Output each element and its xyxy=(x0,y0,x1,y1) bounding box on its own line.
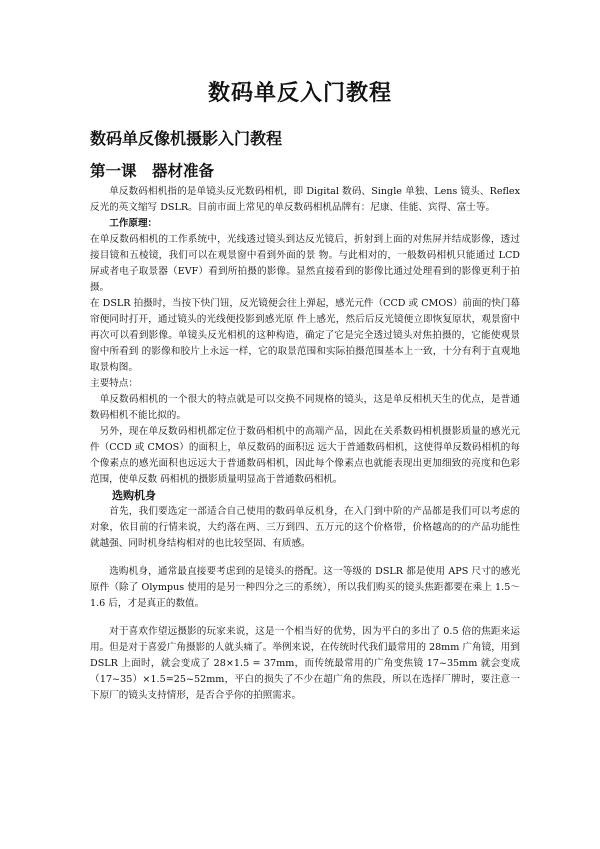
features-label: 主要特点： xyxy=(90,378,138,389)
document-title: 数码单反入门教程 xyxy=(207,81,392,106)
principle-paragraph-1: 在单反数码相机的工作系统中，光线透过镜头到达反光镜后，折射到上面的对焦屏并结成影像，透过接目镜和五棱镜，我们可以在观景窗中看到外面的景 物。与此相对的，一般数码相机只能通过 LCD 屏或者电子取景器（EVF）看到所拍摄的影像。显然直接看到的影像比通过处理看到的影像更利于拍摄。 xyxy=(90,234,520,293)
document-subtitle: 数码单反像机摄影入门教程 xyxy=(90,129,283,148)
buy-body-paragraph-3: 对于喜欢作望远摄影的玩家来说，这是一个相当好的优势，因为平白的多出了 0.5 倍的焦距来运用。但是对于喜爱广角摄影的人就头痛了。举例来说，在传统时代我们最常用的 28mm 广角镜，用到 DSLR 上面时，就会变成了 28×1.5 = 37mm，而传统最常用的广角变焦镜 17~35mm 就会变成（17~35）×1.5=25~52mm，平白的损失了不少在超广角的焦段，所以在选择厂牌时，要注意一下原厂的镜头支持情形，是否合乎你的拍照需求。 xyxy=(90,626,520,701)
principle-paragraph-2: 在 DSLR 拍摄时，当按下快门钮，反光镜便会往上弹起，感光元件（CCD 或 CMOS）前面的快门幕帘便同时打开，通过镜头的光线便投影到感光原 件上感光，然后后反光镜便立即恢复原状，观景窗中再次可以看到影像。单镜头反光相机的这种构造，确定了它是完全透过镜头对焦拍摄的，它能使观景窗中所看到 的影像和胶片上永远一样，它的取景范围和实际拍摄范围基本上一致，十分有利于直观地取景构图。 xyxy=(90,298,520,373)
features-paragraph-2: 另外，现在单反数码相机都定位于数码相机中的高端产品，因此在关系数码相机摄影质量的感光元件（CCD 或 CMOS）的面积上，单反数码的面积远 远大于普通数码相机，这使得单反数码相机的每个像素点的感光面积也远远大于普通数码相机，因此每个像素点也就能表现出更加细致的亮度和色彩范围，使单反数 码相机的摄影质量明显高于普通数码相机。 xyxy=(90,426,520,485)
intro-paragraph: 单反数码相机指的是单镜头反光数码相机，即 Digital 数码、Single 单独、Lens 镜头、Reflex 反光的英文缩写 DSLR。目前市面上常见的单反数码相机品牌有：尼康、佳能、宾得、富士等。 xyxy=(90,186,520,213)
lesson-title: 第一课 器材准备 xyxy=(90,162,215,180)
section-heading-buy-body: 选购机身 xyxy=(112,489,156,502)
buy-body-paragraph-2: 选购机身，通常最直接要考虑到的是镜头的搭配。这一等级的 DSLR 都是使用 APS 尺寸的感光原件（除了 Olympus 使用的是另一种四分之三的系统），所以我们购买的镜头焦距都要在乘上 1.5～1.6 后，才是真正的数值。 xyxy=(90,566,520,609)
working-principle-label: 工作原理： xyxy=(109,218,158,229)
buy-body-paragraph-1: 首先，我们要选定一部适合自己使用的数码单反机身，在入门到中阶的产品都是我们可以考虑的对象，依目前的行情来说，大约落在两、三万到四、五万元的这个价格带，价格越高的的产品功能性就越强、同时机身结构相对的也比较坚固、有质感。 xyxy=(90,506,520,549)
document-body xyxy=(90,184,520,704)
features-paragraph-1: 单反数码相机的一个很大的特点就是可以交换不同规格的镜头，这是单反相机天生的优点，是普通数码相机不能比拟的。 xyxy=(90,394,520,421)
